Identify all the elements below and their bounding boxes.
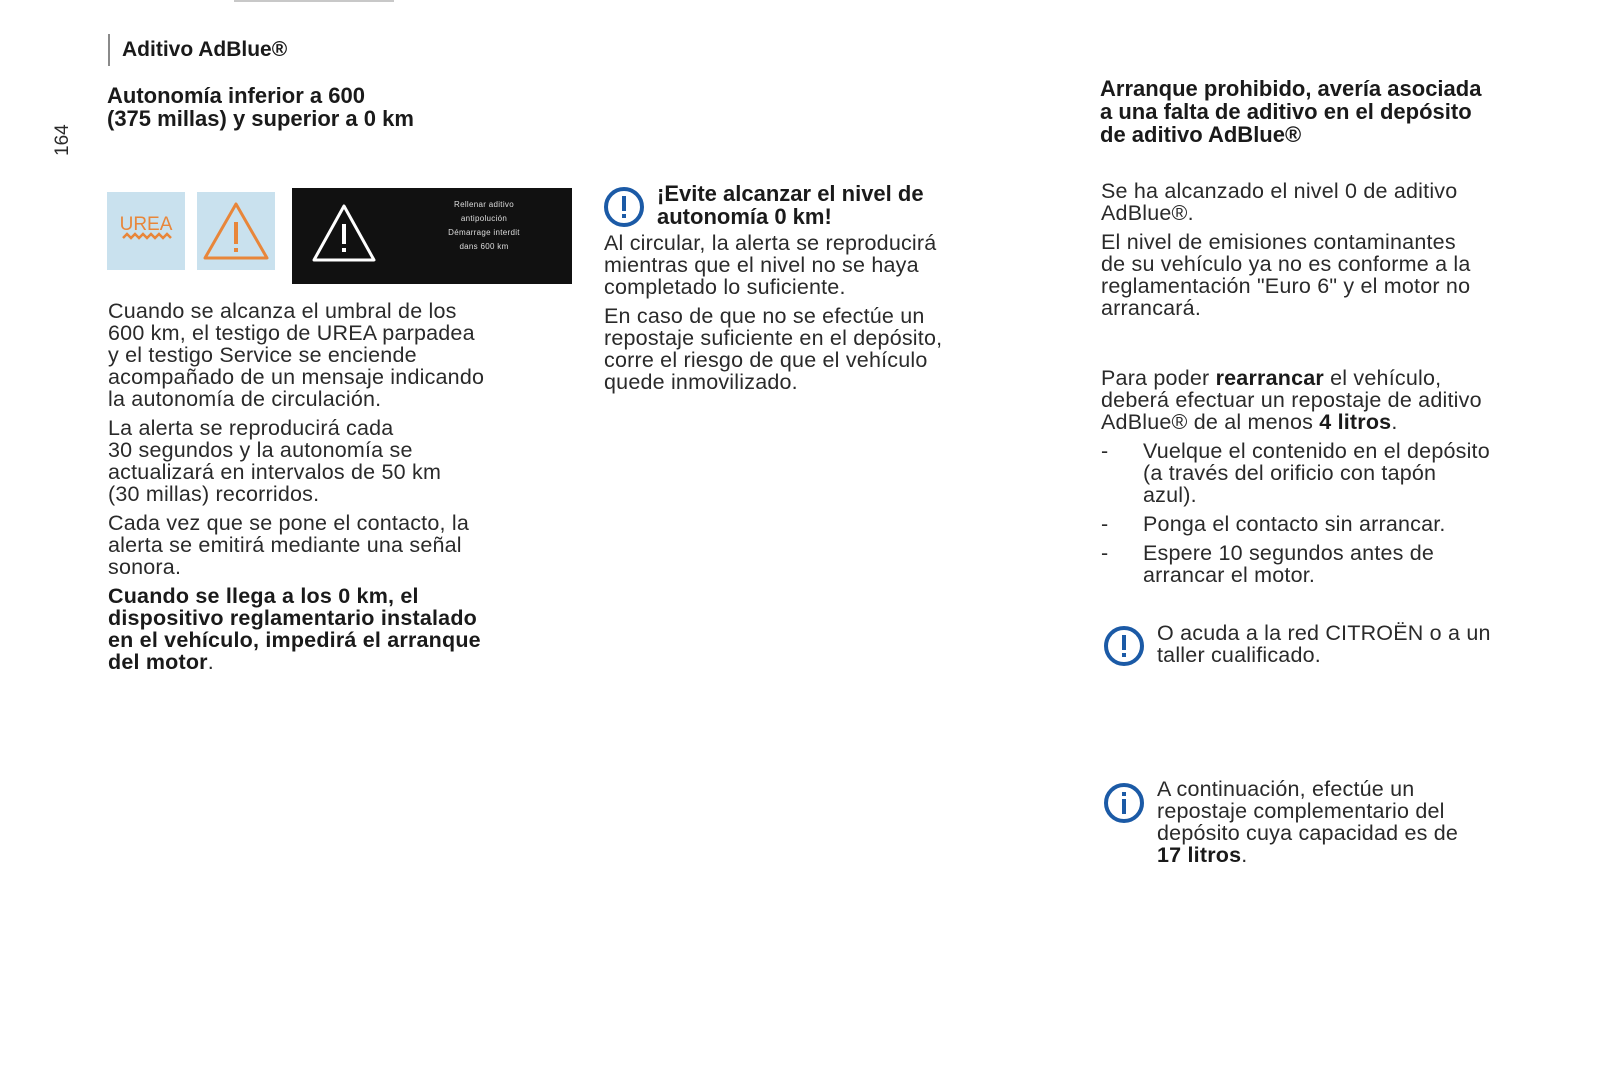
text-line: O acuda a la red CITROËN o a un (1157, 621, 1491, 645)
text-line: Cada vez que se pone el contacto, la (108, 511, 469, 535)
steps-list (1101, 440, 1581, 586)
text-line: Se ha alcanzado el nivel 0 de aditivo (1101, 179, 1458, 203)
display-warning-icon (302, 188, 392, 284)
text-line: 600 km, el testigo de UREA parpadea (108, 321, 475, 345)
col1-body (108, 300, 578, 680)
list-dash: - (1101, 512, 1109, 536)
paragraph-bold (108, 585, 578, 673)
text-line: repostaje complementario del (1157, 799, 1445, 823)
header-bar (108, 34, 110, 66)
text-line: En caso de que no se efectúe un (604, 304, 925, 328)
text-line: deberá efectuar un repostaje de aditivo (1101, 388, 1482, 412)
text-line: del motor (108, 650, 208, 674)
warning-note (1157, 622, 1587, 666)
instrument-display (292, 188, 572, 284)
text-line: repostaje suficiente en el depósito, (604, 326, 943, 350)
text-line: La alerta se reproducirá cada (108, 416, 394, 440)
text-bold: 4 litros (1319, 410, 1392, 434)
text-line: A continuación, efectúe un (1157, 777, 1415, 801)
text-line: El nivel de emisiones contaminantes (1101, 230, 1456, 254)
display-line: Démarrage interdit (448, 228, 520, 237)
heading-line: (375 millas) y superior a 0 km (107, 106, 414, 131)
heading-line: Autonomía inferior a 600 (107, 83, 365, 108)
text-line: Cuando se alcanza el umbral de los (108, 299, 457, 323)
text-line: de su vehículo ya no es conforme a la (1101, 252, 1471, 276)
exclamation-circle-icon (603, 186, 645, 228)
paragraph (1101, 180, 1581, 224)
heading-line: autonomía 0 km! (657, 204, 832, 229)
text-bold: rearrancar (1215, 366, 1324, 390)
section-heading (107, 84, 414, 130)
text-line: quede inmovilizado. (604, 370, 798, 394)
heading-line: de aditivo AdBlue® (1100, 122, 1302, 147)
text-part: . (1241, 843, 1248, 867)
urea-warning-icon (107, 192, 185, 270)
info-note (1157, 778, 1587, 866)
text-end: . (207, 650, 214, 674)
list-dash: - (1101, 439, 1109, 463)
text-part: AdBlue® de al menos (1101, 410, 1320, 434)
section-title: Aditivo AdBlue® (122, 38, 288, 61)
paragraph (1101, 367, 1581, 433)
text-line: corre el riesgo de que el vehículo (604, 348, 928, 372)
text-line: Ponga el contacto sin arrancar. (1143, 512, 1446, 536)
text-line: (a través del orificio con tapón (1143, 461, 1437, 485)
text-line: sonora. (108, 555, 182, 579)
service-warning-icon (197, 192, 275, 270)
top-rule (234, 0, 394, 2)
paragraph (108, 417, 578, 505)
display-line: Rellenar aditivo (454, 200, 514, 209)
display-line: dans 600 km (459, 242, 509, 251)
text-line: AdBlue®. (1101, 201, 1194, 225)
text-line: arrancar el motor. (1143, 563, 1316, 587)
col3-body (1101, 180, 1581, 326)
warning-heading (657, 182, 924, 228)
exclamation-circle-icon (1103, 625, 1145, 667)
info-circle-icon (1103, 782, 1145, 824)
urea-label: UREA (119, 214, 173, 235)
text-line: Espere 10 segundos antes de (1143, 541, 1435, 565)
text-line: dispositivo reglamentario instalado (108, 606, 477, 630)
text-line: actualizará en intervalos de 50 km (108, 460, 442, 484)
list-dash: - (1101, 541, 1109, 565)
text-bold: 17 litros (1157, 843, 1242, 867)
paragraph (604, 305, 1024, 393)
text-line: depósito cuya capacidad es de (1157, 821, 1459, 845)
text-part: el vehículo, (1323, 366, 1442, 390)
text-line: 30 segundos y la autonomía se (108, 438, 413, 462)
col3-instructions (1101, 367, 1581, 593)
paragraph (108, 300, 578, 410)
section-heading (1100, 77, 1481, 146)
col2-body (604, 232, 1024, 400)
text-line: (30 millas) recorridos. (108, 482, 320, 506)
text-line: azul). (1143, 483, 1197, 507)
text-line: acompañado de un mensaje indicando (108, 365, 485, 389)
text-part: Para poder (1101, 366, 1216, 390)
display-line: antipolución (460, 214, 508, 223)
list-item (1101, 513, 1581, 535)
text-line: la autonomía de circulación. (108, 387, 382, 411)
list-item (1101, 440, 1581, 506)
paragraph (1101, 231, 1581, 319)
text-line: reglamentación "Euro 6" y el motor no (1101, 274, 1471, 298)
text-line: alerta se emitirá mediante una señal (108, 533, 462, 557)
heading-line: a una falta de aditivo en el depósito (1100, 99, 1472, 124)
list-item (1101, 542, 1581, 586)
paragraph (604, 232, 1024, 298)
display-message (414, 198, 554, 254)
heading-line: Arranque prohibido, avería asociada (1100, 76, 1482, 101)
text-line: completado lo suficiente. (604, 275, 846, 299)
text-line: Al circular, la alerta se reproducirá (604, 231, 937, 255)
text-line: y el testigo Service se enciende (108, 343, 417, 367)
heading-line: ¡Evite alcanzar el nivel de (657, 181, 924, 206)
text-line: arrancará. (1101, 296, 1201, 320)
text-line: mientras que el nivel no se haya (604, 253, 919, 277)
text-line: Cuando se llega a los 0 km, el (108, 584, 419, 608)
paragraph (108, 512, 578, 578)
text-part: . (1391, 410, 1398, 434)
page-number: 164 (52, 124, 73, 156)
text-line: taller cualificado. (1157, 643, 1321, 667)
text-line: Vuelque el contenido en el depósito (1143, 439, 1490, 463)
text-line: en el vehículo, impedirá el arranque (108, 628, 481, 652)
